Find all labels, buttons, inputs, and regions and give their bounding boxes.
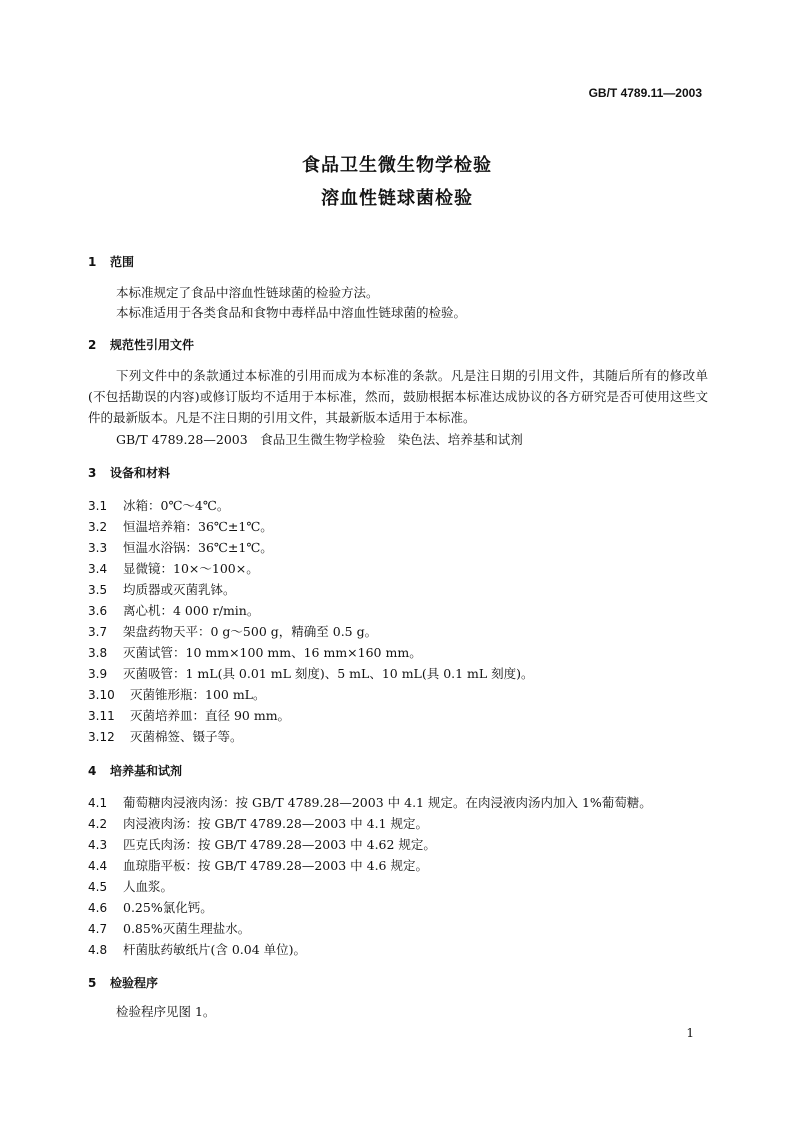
section-number: 4 (88, 764, 97, 778)
section-title: 培养基和试剂 (110, 764, 183, 778)
item-number: 3.5 (88, 583, 108, 597)
list-item (88, 559, 259, 577)
item-number: 4.8 (88, 943, 108, 957)
section-title: 范围 (110, 255, 135, 269)
list-item (88, 685, 266, 703)
list-item (88, 814, 428, 832)
item-number: 3.2 (88, 520, 108, 534)
paragraph: 检验程序见图 1。 (116, 1004, 216, 1019)
section-heading (88, 762, 182, 779)
page-number: 1 (686, 1026, 694, 1040)
section-heading (88, 336, 194, 353)
item-number: 3.7 (88, 625, 108, 639)
list-item (88, 601, 259, 619)
item-text: 灭菌锥形瓶：100 mL。 (130, 687, 266, 702)
section-title: 检验程序 (110, 976, 159, 990)
list-item (88, 940, 306, 958)
item-number: 3.12 (88, 730, 115, 744)
list-item (88, 727, 243, 745)
section-number: 2 (88, 338, 97, 352)
item-number: 4.5 (88, 880, 108, 894)
section-heading (88, 253, 134, 270)
list-item (88, 664, 534, 682)
item-text: 杆菌肽药敏纸片(含 0.04 单位)。 (123, 942, 307, 957)
item-text: 显微镜：10×～100×。 (123, 561, 259, 576)
item-number: 3.11 (88, 709, 115, 723)
item-text: 恒温培养箱：36℃±1℃。 (123, 519, 273, 534)
item-text: 血琼脂平板：按 GB/T 4789.28—2003 中 4.6 规定。 (123, 858, 428, 873)
item-number: 4.1 (88, 796, 108, 810)
item-number: 3.9 (88, 667, 108, 681)
list-item (88, 538, 273, 556)
list-item (88, 496, 229, 514)
section-number: 3 (88, 466, 97, 480)
item-text: 架盘药物天平：0 g～500 g，精确至 0.5 g。 (123, 624, 378, 639)
item-number: 3.3 (88, 541, 108, 555)
item-text: 离心机：4 000 r/min。 (123, 603, 260, 618)
item-number: 3.8 (88, 646, 108, 660)
paragraph: 下列文件中的条款通过本标准的引用而成为本标准的条款。凡是注日期的引用文件，其随后所有的修改单(不包括勘误的内容)或修订版均不适用于本标准，然而，鼓励根据本标准达成协议的各方研究是否可使用这些文件的最新版本。凡是不注日期的引用文件，其最新版本适用于本标准。 (88, 368, 708, 425)
item-number: 4.6 (88, 901, 108, 915)
list-item (88, 877, 173, 895)
item-text: 人血浆。 (123, 879, 174, 894)
document-subtitle: 溶血性链球菌检验 (321, 188, 473, 209)
item-text: 均质器或灭菌乳钵。 (123, 582, 236, 597)
section-heading (88, 464, 170, 481)
list-item (88, 898, 213, 916)
list-item (88, 919, 250, 937)
document-title: 食品卫生微生物学检验 (302, 155, 492, 176)
list-item (88, 706, 290, 724)
section-title: 设备和材料 (110, 466, 171, 480)
item-number: 4.7 (88, 922, 108, 936)
item-text: 葡萄糖肉浸液肉汤：按 GB/T 4789.28—2003 中 4.1 规定。在肉浸液肉汤内加入 1%葡萄糖。 (123, 795, 652, 810)
paragraph: 本标准规定了食品中溶血性链球菌的检验方法。 (116, 285, 379, 300)
item-number: 3.10 (88, 688, 115, 702)
item-number: 4.3 (88, 838, 108, 852)
item-text: 冰箱：0℃～4℃。 (123, 498, 230, 513)
list-item (88, 856, 428, 874)
item-text: 肉浸液肉汤：按 GB/T 4789.28—2003 中 4.1 规定。 (123, 816, 428, 831)
item-text: 灭菌培养皿：直径 90 mm。 (130, 708, 291, 723)
item-number: 3.6 (88, 604, 108, 618)
paragraph: 本标准适用于各类食品和食物中毒样品中溶血性链球菌的检验。 (116, 305, 467, 320)
item-text: 恒温水浴锅：36℃±1℃。 (123, 540, 273, 555)
list-item (88, 793, 652, 811)
section-number: 1 (88, 255, 97, 269)
list-item (88, 643, 422, 661)
section-number: 5 (88, 976, 97, 990)
list-item (88, 517, 273, 535)
list-item (88, 622, 377, 640)
reference-entry: GB/T 4789.28—2003 食品卫生微生物学检验 染色法、培养基和试剂 (116, 432, 523, 447)
standard-code: GB/T 4789.11—2003 (588, 86, 702, 100)
item-text: 灭菌试管：10 mm×100 mm、16 mm×160 mm。 (123, 645, 422, 660)
item-text: 匹克氏肉汤：按 GB/T 4789.28—2003 中 4.62 规定。 (123, 837, 436, 852)
item-text: 灭菌吸管：1 mL(具 0.01 mL 刻度)、5 mL、10 mL(具 0.1 mL 刻度)。 (123, 666, 534, 681)
section-heading (88, 974, 158, 991)
item-number: 3.1 (88, 499, 108, 513)
item-text: 0.25%氯化钙。 (123, 900, 213, 915)
item-text: 0.85%灭菌生理盐水。 (123, 921, 251, 936)
item-number: 4.4 (88, 859, 108, 873)
item-text: 灭菌棉签、镊子等。 (130, 729, 243, 744)
list-item (88, 835, 436, 853)
item-number: 4.2 (88, 817, 108, 831)
section-title: 规范性引用文件 (110, 338, 195, 352)
item-number: 3.4 (88, 562, 108, 576)
list-item (88, 580, 236, 598)
